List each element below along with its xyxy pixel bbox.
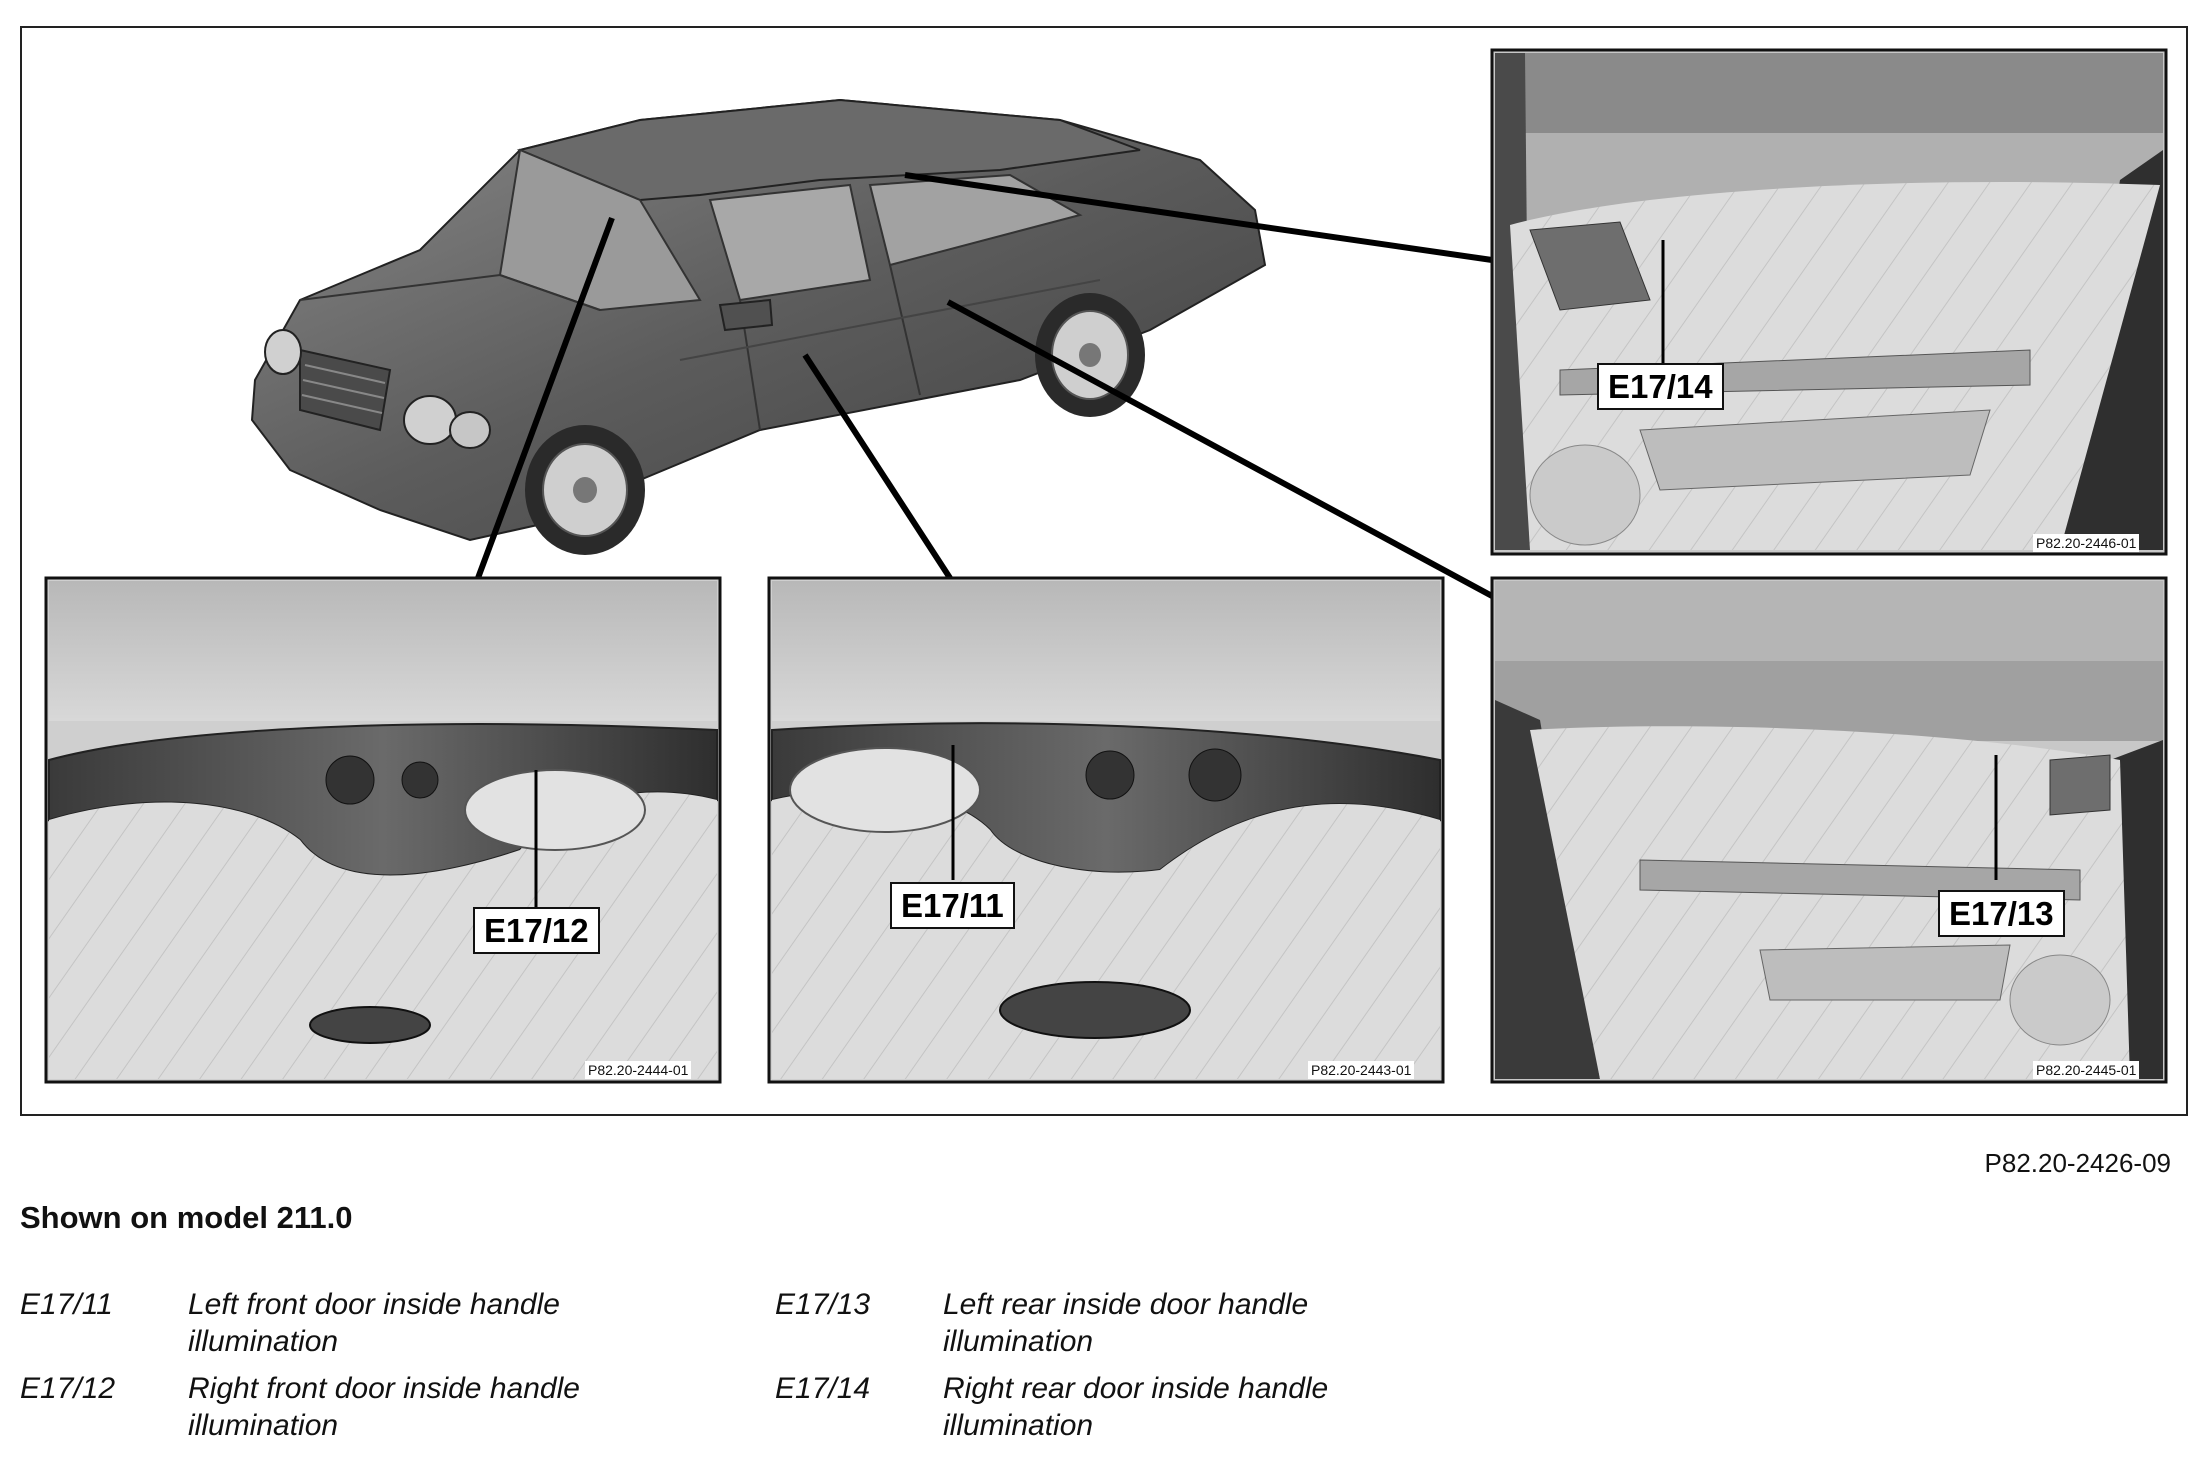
figure-id: P82.20-2426-09 bbox=[1984, 1148, 2171, 1178]
callout-e17-11: E17/11 bbox=[890, 882, 1015, 929]
model-caption: Shown on model 211.0 bbox=[20, 1200, 353, 1235]
panel-ref-top-right: P82.20-2446-01 bbox=[2033, 534, 2139, 552]
legend-code: E17/13 bbox=[775, 1288, 871, 1321]
panel-left-rear-door bbox=[1492, 578, 2166, 1082]
legend-description: Right rear door inside handle illumination bbox=[943, 1372, 1329, 1442]
callout-e17-14: E17/14 bbox=[1597, 363, 1724, 410]
legend-code: E17/14 bbox=[775, 1372, 871, 1405]
car-illustration bbox=[252, 100, 1265, 555]
callout-e17-12: E17/12 bbox=[473, 907, 600, 954]
callout-e17-13: E17/13 bbox=[1938, 890, 2065, 937]
panel-ref-bottom-middle: P82.20-2443-01 bbox=[1308, 1061, 1414, 1079]
panel-right-front-door bbox=[46, 578, 720, 1082]
panel-ref-bottom-right: P82.20-2445-01 bbox=[2033, 1061, 2139, 1079]
legend-code: E17/12 bbox=[20, 1372, 116, 1405]
legend-code: E17/11 bbox=[20, 1288, 113, 1321]
front-wheel bbox=[525, 425, 645, 555]
legend-description: Right front door inside handle illumination bbox=[188, 1372, 580, 1442]
panel-ref-bottom-left: P82.20-2444-01 bbox=[585, 1061, 691, 1079]
panel-right-rear-door bbox=[1492, 50, 2166, 554]
panel-left-front-door bbox=[769, 578, 1443, 1082]
legend-description: Left rear inside door handle illumination bbox=[943, 1288, 1309, 1358]
legend-description: Left front door inside handle illumination bbox=[188, 1288, 560, 1358]
